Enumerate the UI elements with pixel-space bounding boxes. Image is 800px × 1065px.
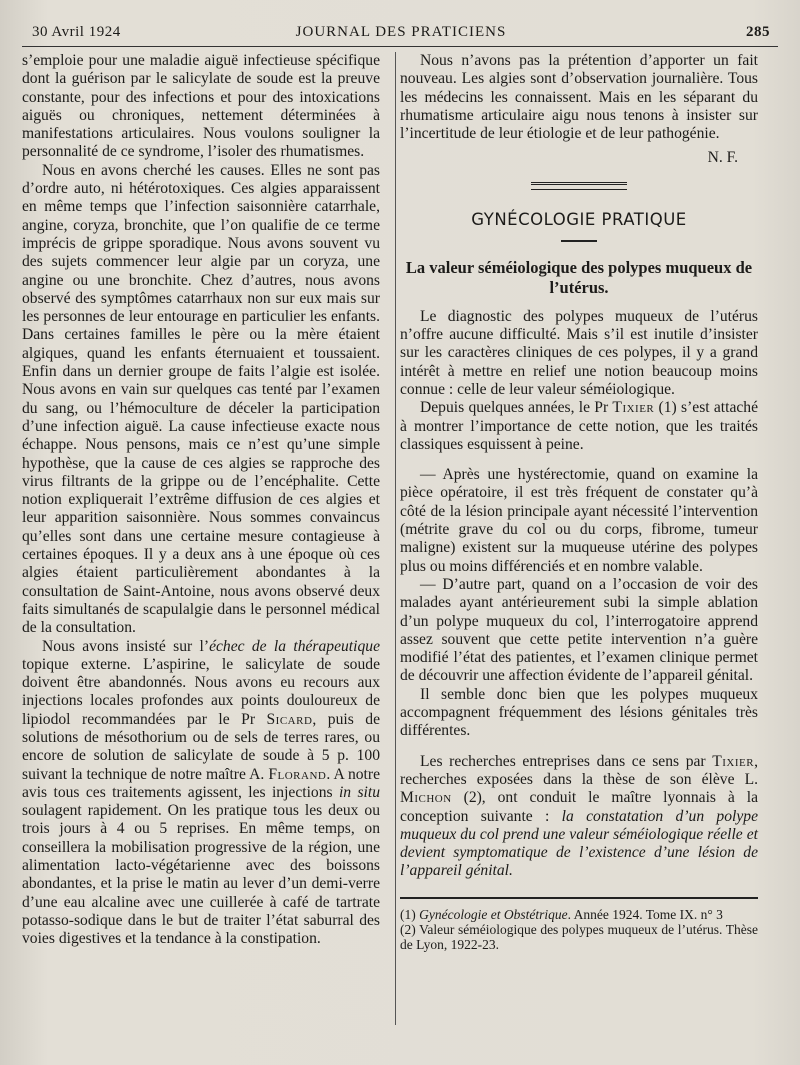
heading-underline	[561, 240, 597, 242]
right-column	[400, 52, 758, 952]
author-signature: N. F.	[707, 149, 738, 167]
paragraph: Les recherches entreprises dans ce sens par Tixier, recherches exposées dans la thèse de son élève L. Michon (2), ont conduit le maître lyonnais à la conception suivante : la constatation d’un polype muqueux du col prend une valeur séméiologique réelle et devient symptomatique de l’existence d’une lésion de l’appareil génital.	[400, 752, 758, 880]
left-column	[22, 52, 380, 949]
footnote-2: (2) Valeur séméiologique des polypes muqueux de l’utérus. Thèse de Lyon, 1922-23.	[400, 921, 758, 952]
section-divider	[531, 182, 627, 190]
page-number: 285	[746, 24, 770, 40]
article-title: La valeur séméiologique des polypes muqueux de l’utérus.	[405, 257, 753, 297]
paragraph: s’emploie pour une maladie aiguë infectieuse spécifique dont la guérison par le salicylate de soude est la preuve constante, pour des infections et pour des intoxications aiguës ou chroniques, nettement déterminées à manifestations articulaires. Nous voulons souligner la personnalité de ce syndrome, l’isoler des rhumatismes.	[22, 52, 380, 161]
paragraph: Le diagnostic des polypes muqueux de l’utérus n’offre aucune difficulté. Mais s’il est inutile d’insister sur les caractères cliniques de ces polypes, il y a grand intérêt à mettre en relief une notion beaucoup moins connue : celle de leur valeur séméiologique.	[400, 307, 758, 398]
paragraph: Nous n’avons pas la prétention d’apporter un fait nouveau. Les algies sont d’observation journalière. Tous les médecins les connaissent. Mais en les séparant du rhumatisme articulaire aigu nous tenons à insister sur l’incertitude de leur étiologie et de leur pathogénie.	[400, 52, 758, 143]
header-rule	[22, 46, 778, 47]
footnote-rule	[400, 897, 758, 899]
paragraph: — D’autre part, quand on a l’occasion de voir des malades ayant antérieurement subi la simple ablation d’un polype muqueux du col, l’interrogatoire apprend assez souvent que cette petite intervention n’a guère modifié l’état des patientes, et l’examen clinique permet de découvrir une affection évidente de l’appareil génital.	[400, 575, 758, 685]
journal-title: JOURNAL DES PRATICIENS	[295, 24, 507, 40]
section-heading: GYNÉCOLOGIE PRATIQUE	[471, 209, 687, 229]
footnote-1: (1) Gynécologie et Obstétrique. Année 1924. Tome IX. n° 3	[400, 906, 723, 922]
paragraph: — Après une hystérectomie, quand on examine la pièce opératoire, il est très fréquent de constater qu’à côté de la lésion principale ayant nécessité l’intervention (métrite grave du col ou du corps, fibrome, tumeur maligne) existent sur la muqueuse utérine des polypes plus ou moins différenciés et en nombre valable.	[400, 466, 758, 575]
page-header	[32, 24, 770, 44]
paragraph: Nous en avons cherché les causes. Elles ne sont pas d’ordre auto, ni hétérotoxiques. Ces algies apparaissent en même temps que l’infection saisonnière catarrhale, angine, coryza, bronchite, que l’on qualifie de ce terme imprécis de grippe sporadique. Nous avons souvent vu des sujets commencer leur algie par un coryza, une angine ou une bronchite. Chez d’autres, nous avons observé des symptômes catarrhaux non sur eux mais sur les personnes de leur entourage en particulier les enfants. Dans certaines familles le père ou la mère étaient algiques, quand les enfants éternuaient et toussaient. Enfin dans un dernier groupe de faits l’algie est isolée. Nous avons en vain sur quelques cas tenté par l’examen du sang, ou l’hémoculture de déceler la participation d’une infection aiguë. La cause infectieuse exacte nous échappe. Nous pensons, mais ce n’est qu’une simple hypothèse, que la cause de ces algies se rapproche des virus filtrants de la grippe ou de l’encéphalite. Cette notion expliquerait l’extrême diffusion de ces algies et leur apparition saisonnière. Nous sommes convaincus qu’elles sont dans une certaine mesure contagieuse à certaines époques. Il y a deux ans à une époque où ces algies étaient particulièrement abondantes à la consultation de Saint-Antoine, nous avons observé deux faits simultanés de scapulalgie dans le personnel médical de la consultation.	[22, 161, 380, 637]
paragraph: Il semble donc bien que les polypes muqueux accompagnent fréquemment des lésions génitales très différentes.	[400, 685, 758, 740]
paragraph: Depuis quelques années, le Pr Tixier (1) s’est attaché à montrer l’importance de cette notion, que les traités classiques esquissent à peine.	[400, 399, 759, 453]
column-divider	[395, 52, 396, 1025]
issue-date: 30 Avril 1924	[32, 24, 121, 40]
paragraph: Nous avons insisté sur l’échec de la thérapeutique topique externe. L’aspirine, le salicylate de soude doivent être abandonnés. Nous avons eu recours aux injections locales profondes aux points douloureux de lipiodol recommandées par le Pr Sicard, puis de solutions de mésothorium ou de sels de terres rares, ou encore de solution de salicylate de soude à 5 p. 100 suivant la technique de notre maître A. Florand. A notre avis tous ces traitements agissent, les injections in situ soulagent rapidement. On les pratique tous les deux ou trois jours à 4 ou 5 reprises. En même temps, on conseillera la mobilisation progressive de la région, une alimentation lacto-végétarienne avec des boissons abondantes, et la prise le matin au lever d’un demi-verre d’une eau alcaline avec une cuillerée à café de tartrate potasso-sodique dans le but de traiter l’état saburral des voies digestives et la tendance à la constipation.	[22, 637, 380, 948]
